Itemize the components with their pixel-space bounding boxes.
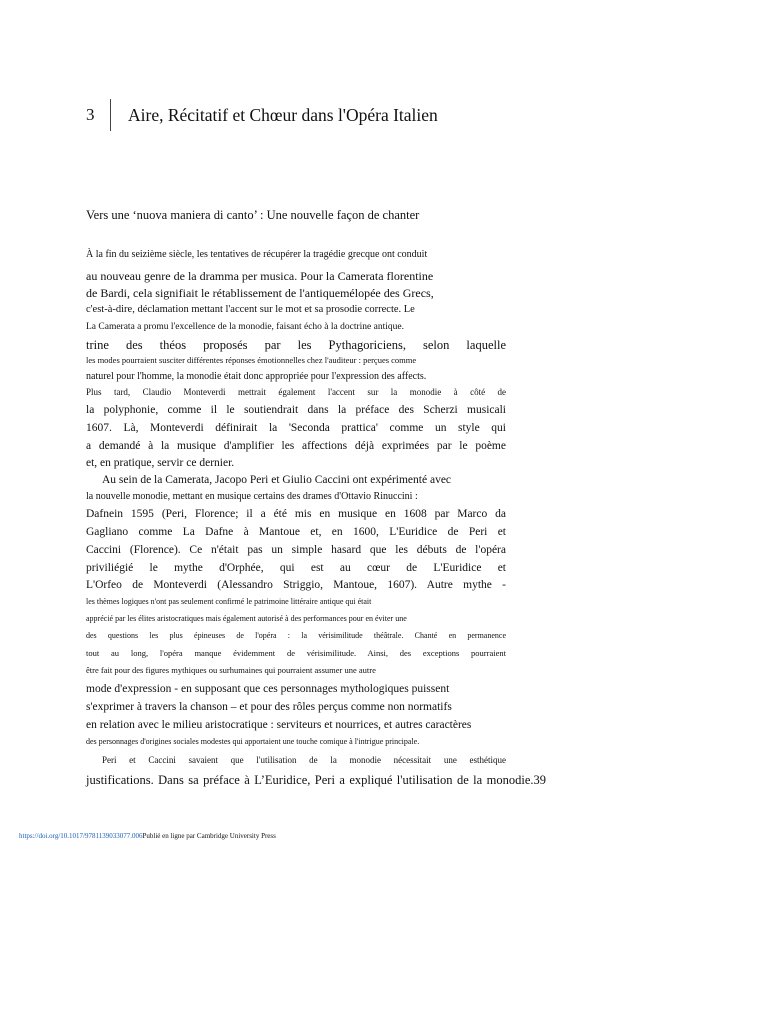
body-line: les modes pourraient susciter différentes réponses émotionnelles chez l'auditeur : perçues comme xyxy=(86,355,417,365)
body-line: Peri et Caccini savaient que l'utilisation de la monodie nécessitait une esthétique xyxy=(102,755,506,765)
body-line: La Camerata a promu l'excellence de la monodie, faisant écho à la doctrine antique. xyxy=(86,322,404,332)
body-line: priviliégié le mythe d'Orphée, qui est au cœur de L'Euridice et xyxy=(86,562,506,574)
header-divider xyxy=(110,99,111,131)
body-line: Plus tard, Claudio Monteverdi mettrait également l'accent sur la monodie à côté de xyxy=(86,387,506,397)
body-line: mode d'expression - en supposant que ces personnages mythologiques puissent xyxy=(86,683,450,695)
footer xyxy=(19,832,276,840)
body-line: la polyphonie, comme il le soutiendrait dans la préface des Scherzi musicali xyxy=(86,404,506,416)
body-line: Dafnein 1595 (Peri, Florence; il a été mis en musique en 1608 par Marco da xyxy=(86,508,506,520)
body-line: justifications. Dans sa préface à L’Euridice, Peri a expliqué l'utilisation de la monodie.39 xyxy=(86,773,546,787)
body-line: L'Orfeo de Monteverdi (Alessandro Striggio, Mantoue, 1607). Autre mythe - xyxy=(86,579,506,591)
body-line: À la fin du seizième siècle, les tentatives de récupérer la tragédie grecque ont conduit xyxy=(86,249,428,260)
body-line: Au sein de la Camerata, Jacopo Peri et Giulio Caccini ont expérimenté avec xyxy=(102,474,452,486)
body-line: des questions les plus épineuses de l'opéra : la vérisimilitude théâtrale. Chanté en permanence xyxy=(86,631,506,640)
section-heading: Vers une ‘nuova maniera di canto’ : Une nouvelle façon de chanter xyxy=(86,208,420,222)
body-line: Gagliano comme La Dafne à Mantoue et, en 1600, L'Euridice de Peri et xyxy=(86,526,506,538)
doi-link[interactable]: https://doi.org/10.1017/9781139033077.006 xyxy=(19,832,143,840)
body-line: être fait pour des figures mythiques ou surhumaines qui pourraient assumer une autre xyxy=(86,665,376,675)
body-line: apprécié par les élites aristocratiques mais également autorisé à des performances pour en éviter une xyxy=(86,614,407,623)
body-line: s'exprimer à travers la chanson – et pour des rôles perçus comme non normatifs xyxy=(86,701,452,713)
body-line: des personnages d'origines sociales modestes qui apportaient une touche comique à l'intrigue principale. xyxy=(86,737,420,746)
page-number: 3 xyxy=(86,105,95,124)
body-line: et, en pratique, servir ce dernier. xyxy=(86,457,235,469)
chapter-title: Aire, Récitatif et Chœur dans l'Opéra Italien xyxy=(128,104,438,125)
body-line: naturel pour l'homme, la monodie était donc appropriée pour l'expression des affects. xyxy=(86,371,427,382)
body-line: en relation avec le milieu aristocratique : serviteurs et nourrices, et autres caractères xyxy=(86,719,472,731)
body-line: trine des théos proposés par les Pythagoriciens, selon laquelle xyxy=(86,338,506,352)
body-line: 1607. Là, Monteverdi définirait la 'Seconda prattica' comme un style qui xyxy=(86,422,506,434)
body-line: de Bardi, cela signifiait le rétablissement de l'antiquemélopée des Grecs, xyxy=(86,286,434,300)
body-line: tout au long, l'opéra manque évidemment de vérisimilitude. Ainsi, des exceptions pourraient xyxy=(86,648,506,658)
body-line: les thèmes logiques n'ont pas seulement confirmé le patrimoine littéraire antique qui était xyxy=(86,597,372,606)
running-header xyxy=(86,100,438,130)
body-line: c'est-à-dire, déclamation mettant l'accent sur le mot et sa prosodie correcte. Le xyxy=(86,304,415,315)
body-line: a demandé à la musique d'amplifier les affections déjà exprimées par le poème xyxy=(86,440,506,452)
body-line: au nouveau genre de la dramma per musica. Pour la Camerata florentine xyxy=(86,269,434,283)
body-line: Caccini (Florence). Ce n'était pas un simple hasard que les débuts de l'opéra xyxy=(86,544,506,556)
publisher-note: Publié en ligne par Cambridge University Press xyxy=(142,832,276,840)
body-line: la nouvelle monodie, mettant en musique certains des drames d'Ottavio Rinuccini : xyxy=(86,491,418,502)
